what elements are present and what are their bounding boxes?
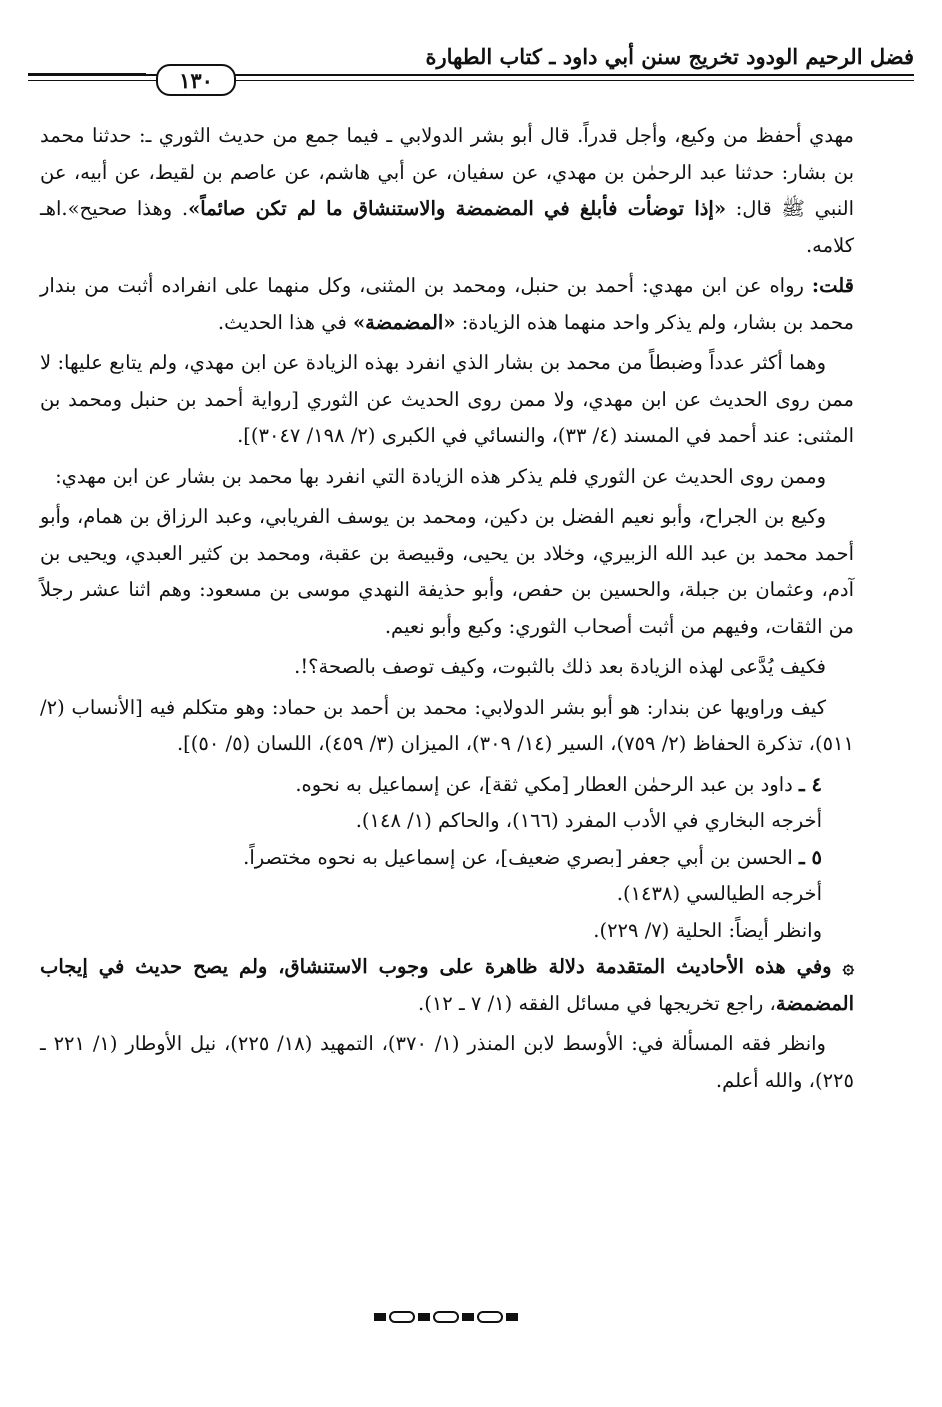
- bold-text: ٤ ـ: [799, 772, 822, 796]
- paragraph: [40, 268, 854, 341]
- text-run: رواه عن ابن مهدي: أحمد بن حنبل، ومحمد بن المثنى، وكل منهما على انفراده أثبت من بندار محمد بن بشار، ولم يذكر واحد منهما هذه الزيادة:: [40, 274, 854, 334]
- text-run: وكيع بن الجراح، وأبو نعيم الفضل بن دكين، ومحمد بن يوسف الفريابي، وعبد الرزاق بن همام، وأبو أحمد محمد بن عبد الله الزبيري، وخلاد بن يحيى، وقبيصة بن عقبة، ومحمد بن كثير العبدي، ويحيى بن آدم، وعثمان بن جبلة، والحسين بن حفص، وأبو حذيفة النهدي موسى بن مسعود: وهم اثنا عشر رجلاً من الثقات، وفيهم من أثبت أصحاب الثوري: وكيع وأبو نعيم.: [40, 505, 854, 638]
- list-item: [40, 913, 822, 950]
- end-ornament-icon: [366, 1308, 526, 1326]
- running-title: فضل الرحيم الودود تخريج سنن أبي داود ـ كتاب الطهارة: [425, 44, 914, 69]
- paragraph: [40, 499, 854, 645]
- page-body: [40, 118, 854, 1103]
- paragraph: [40, 949, 854, 1022]
- paragraph: [40, 459, 854, 496]
- bold-text: «إذا توضأت فأبلغ في المضمضة والاستنشاق ما لم تكن صائماً»: [188, 197, 727, 220]
- list-item: [40, 840, 822, 877]
- text-run: مهدي أحفظ من وكيع، وأجل قدراً. قال أبو بشر الدولابي ـ فيما جمع من حديث الثوري ـ: حدثنا محمد بن بشار: حدثنا عبد الرحمٰن بن مهدي، عن سفيان، عن أبي هاشم، عن عاصم بن لقيط، عن أبيه، عن النبي ﷺ قال:: [40, 124, 854, 220]
- text-run: في هذا الحديث.: [217, 310, 353, 334]
- text-run: وممن روى الحديث عن الثوري فلم يذكر هذه الزيادة التي انفرد بها محمد بن بشار عن ابن مهدي:: [55, 464, 826, 488]
- bold-text: «المضمضة»: [352, 310, 456, 334]
- paragraph: [40, 1026, 854, 1099]
- text-run: ، راجع تخريجها في مسائل الفقه (١/ ٧ ـ ١٢).: [418, 991, 776, 1015]
- page-header: [28, 30, 914, 100]
- bold-text: ۞ وفي هذه الأحاديث المتقدمة دلالة ظاهرة على وجوب الاستنشاق، ولم يصح حديث في إيجاب المضمضة: [40, 955, 854, 1015]
- paragraph: [40, 118, 854, 264]
- text-run: وانظر أيضاً: الحلية (٧/ ٢٢٩).: [593, 918, 822, 942]
- text-run: وهما أكثر عدداً وضبطاً من محمد بن بشار الذي انفرد بهذه الزيادة عن ابن مهدي، ولم يتابع عليها: لا ممن روى الحديث عن ابن مهدي، ولا ممن روى الحديث عن الثوري [رواية أحمد بن حنبل ومحمد بن المثنى: عند أحمد في المسند (٤/ ٣٣)، والنسائي في الكبرى (٢/ ١٩٨/ ٣٠٤٧)].: [40, 351, 854, 447]
- text-run: وانظر فقه المسألة في: الأوسط لابن المنذر (١/ ٣٧٠)، التمهيد (١٨/ ٢٢٥)، نيل الأوطار (١/ ٢٢١ ـ ٢٢٥)، والله أعلم.: [40, 1032, 854, 1092]
- bold-text: ٥ ـ: [799, 845, 822, 869]
- text-run: الحسن بن أبي جعفر [بصري ضعيف]، عن إسماعيل به نحوه مختصراً.: [243, 845, 799, 869]
- list-item: [40, 876, 822, 913]
- bold-text: قلت:: [811, 274, 854, 297]
- paragraph: [40, 649, 854, 686]
- paragraph: [40, 690, 854, 763]
- paragraph: [40, 345, 854, 455]
- text-run: أخرجه البخاري في الأدب المفرد (١٦٦)، والحاكم (١/ ١٤٨).: [355, 809, 822, 832]
- text-run: داود بن عبد الرحمٰن العطار [مكي ثقة]، عن إسماعيل به نحوه.: [295, 772, 799, 796]
- text-run: . وهذا صحيح».اهـ كلامه.: [40, 197, 854, 257]
- page-number: ١٣٠: [156, 64, 236, 96]
- text-run: أخرجه الطيالسي (١٤٣٨).: [616, 882, 822, 905]
- list-item: [40, 803, 822, 840]
- text-run: كيف وراويها عن بندار: هو أبو بشر الدولابي: محمد بن أحمد بن حماد: وهو متكلم فيه [الأنساب (٢/ ٥١١)، تذكرة الحفاظ (٢/ ٧٥٩)، السير (١٤/ ٣٠٩)، الميزان (٣/ ٤٥٩)، اللسان (٥/ ٥٠)].: [40, 695, 854, 755]
- header-ornament-line: [28, 73, 146, 86]
- text-run: فكيف يُدَّعى لهذه الزيادة بعد ذلك بالثبوت، وكيف توصف بالصحة؟!.: [294, 655, 826, 678]
- list-item: [40, 767, 822, 804]
